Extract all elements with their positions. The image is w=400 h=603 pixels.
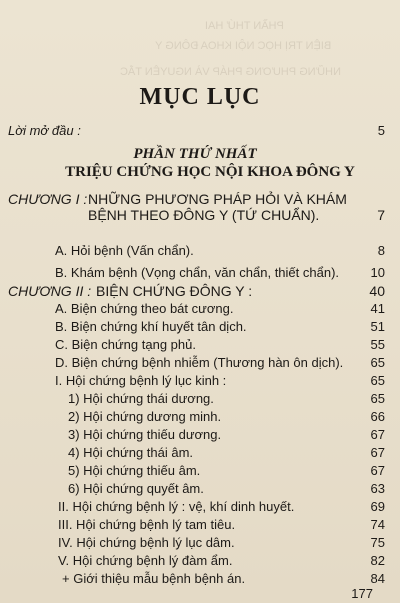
chapter-2-page: 40: [369, 283, 385, 299]
toc-item-page: 65: [370, 355, 385, 370]
toc-item-page: 65: [370, 391, 385, 406]
toc-item: [0, 354, 400, 372]
toc-item-text: 5) Hội chứng thiếu âm.: [68, 463, 201, 478]
toc-item: [0, 242, 400, 260]
toc-item-page: 67: [370, 445, 385, 460]
toc-item-page: 66: [370, 409, 385, 424]
preface-page: 5: [377, 123, 385, 138]
toc-item: [0, 336, 400, 354]
page-number: 177: [351, 586, 373, 601]
toc-item-text: A. Hỏi bệnh (Vấn chẩn).: [55, 243, 194, 258]
toc-item: [0, 372, 400, 390]
toc-item-page: 65: [370, 373, 385, 388]
toc-item-page: 51: [370, 319, 385, 334]
toc-title: MỤC LỤC: [139, 84, 261, 110]
toc-item: [0, 516, 400, 534]
toc-item-page: 10: [370, 265, 385, 280]
toc-item-page: 74: [370, 517, 385, 532]
chapter-1-label: CHƯƠNG I :: [8, 191, 88, 207]
toc-item: [0, 444, 400, 462]
toc-item-text: 3) Hội chứng thiếu dương.: [68, 427, 222, 442]
toc-item: [0, 390, 400, 408]
toc-item: [0, 318, 400, 336]
toc-item: [0, 462, 400, 480]
toc-item: [0, 426, 400, 444]
chapter-2-label: CHƯƠNG II :: [8, 283, 92, 299]
chapter-1-title-line2: BỆNH THEO ĐÔNG Y (TỨ CHUẨN).: [88, 207, 320, 223]
toc-item: [0, 552, 400, 570]
toc-item-page: 63: [370, 481, 385, 496]
chapter-1-title-line1: NHỮNG PHƯƠNG PHÁP HỎI VÀ KHÁM: [88, 191, 347, 207]
toc-item-page: 8: [377, 243, 385, 258]
toc-item-text: + Giới thiệu mẫu bệnh bệnh án.: [62, 571, 246, 586]
toc-item: [0, 480, 400, 498]
chapter-1-row-2: [0, 206, 400, 224]
toc-item-page: 75: [370, 535, 385, 550]
toc-item-text: 1) Hội chứng thái dương.: [68, 391, 214, 406]
preface-label: Lời mở đầu :: [8, 123, 81, 138]
chapter-2-row: [0, 282, 400, 300]
bleed-through-line: PHẦN THỨ HAI: [205, 20, 284, 32]
toc-item-text: II. Hội chứng bệnh lý : vệ, khí dinh huyết.: [58, 499, 295, 514]
chapter-2-title: BIỆN CHỨNG ĐÔNG Y :: [96, 283, 253, 299]
toc-item-text: I. Hội chứng bệnh lý lục kinh :: [55, 373, 227, 388]
toc-item-page: 82: [370, 553, 385, 568]
toc-item: [0, 534, 400, 552]
toc-item-text: A. Biện chứng theo bát cương.: [55, 301, 234, 316]
toc-item-text: V. Hội chứng bệnh lý đàm ẩm.: [58, 553, 233, 568]
toc-item-text: B. Biện chứng khí huyết tân dịch.: [55, 319, 247, 334]
toc-item-text: IV. Hội chứng bệnh lý lục dâm.: [58, 535, 235, 550]
chapter-1-page: 7: [377, 207, 385, 223]
bleed-through-line: BIỆN TRỊ HỌC NỘI KHOA ĐÔNG Y: [155, 40, 332, 52]
toc-item-text: III. Hội chứng bệnh lý tam tiêu.: [58, 517, 236, 532]
toc-item: [0, 408, 400, 426]
toc-item-text: 6) Hội chứng quyết âm.: [68, 481, 204, 496]
toc-item-text: 4) Hội chứng thái âm.: [68, 445, 194, 460]
toc-item: [0, 264, 400, 282]
toc-item-text: B. Khám bệnh (Vọng chẩn, văn chẩn, thiết chẩn).: [55, 265, 340, 280]
preface-row: [0, 122, 400, 140]
toc-item: [0, 300, 400, 318]
toc-item-text: C. Biện chứng tạng phủ.: [55, 337, 196, 352]
bleed-through-line: NHỮNG PHƯƠNG PHÁP VÀ NGUYÊN TẮC: [120, 66, 341, 78]
toc-item-text: 2) Hội chứng dương minh.: [68, 409, 222, 424]
toc-item-page: 69: [370, 499, 385, 514]
toc-item-page: 67: [370, 463, 385, 478]
toc-item-text: D. Biện chứng bệnh nhiễm (Thương hàn ôn dịch).: [55, 355, 344, 370]
part-title: PHẦN THỨ NHẤT: [133, 146, 257, 162]
toc-item: [0, 498, 400, 516]
toc-item-page: 41: [370, 301, 385, 316]
toc-item: [0, 570, 400, 588]
toc-item-page: 84: [370, 571, 385, 586]
toc-item-page: 67: [370, 427, 385, 442]
part-subtitle: TRIỆU CHỨNG HỌC NỘI KHOA ĐÔNG Y: [65, 164, 355, 180]
toc-item-page: 55: [370, 337, 385, 352]
